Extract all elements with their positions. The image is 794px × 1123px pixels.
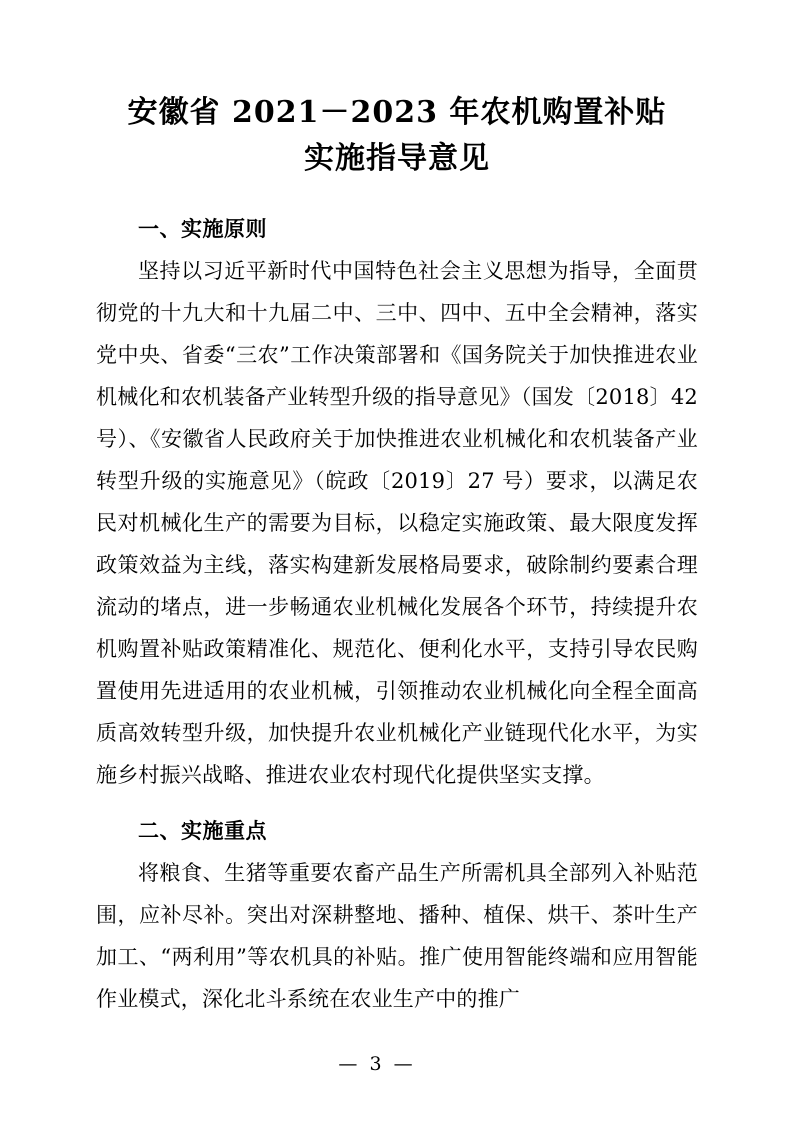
page-title-line-1: 安徽省 2021－2023 年农机购置补贴 — [127, 95, 667, 130]
page-number: — 3 — — [338, 1053, 416, 1075]
section-heading-1: 一、实施原则 — [138, 216, 267, 241]
section-2-paragraph-1: 将粮食、生猪等重要农畜产品生产所需机具全部列入补贴范围，应补尽补。突出对深耕整地、播种、植保、烘干、茶叶生产加工、“两利用”等农机具的补贴。推广使用智能终端和应用智能作业模式，深化北斗系统在农业生产中的推广 — [96, 861, 698, 1011]
page-title — [96, 90, 698, 182]
page-title-line-2: 实施指导意见 — [304, 141, 490, 176]
section-1-paragraph-1: 坚持以习近平新时代中国特色社会主义思想为指导，全面贯彻党的十九大和十九届二中、三中、四中、五中全会精神，落实党中央、省委“三农”工作决策部署和《国务院关于加快推进农业机械化和农机装备产业转型升级的指导意见》（国发〔2018〕42 号）、《安徽省人民政府关于加快推进农业机械化和农机装备产业转型升级的实施意见》（皖政〔2019〕27 号）要求，以满足农民对机械化生产的需要为目标，以稳定实施政策、最大限度发挥政策效益为主线，落实构建新发展格局要求，破除制约要素合理流动的堵点，进一步畅通农业机械化发展各个环节，持续提升农机购置补贴政策精准化、规范化、便利化水平，支持引导农民购置使用先进适用的农业机械，引领推动农业机械化向全程全面高质高效转型升级，加快提升农业机械化产业链现代化水平，为实施乡村振兴战略、推进农业农村现代化提供坚实支撑。 — [96, 259, 698, 787]
section-heading-2: 二、实施重点 — [138, 818, 267, 843]
